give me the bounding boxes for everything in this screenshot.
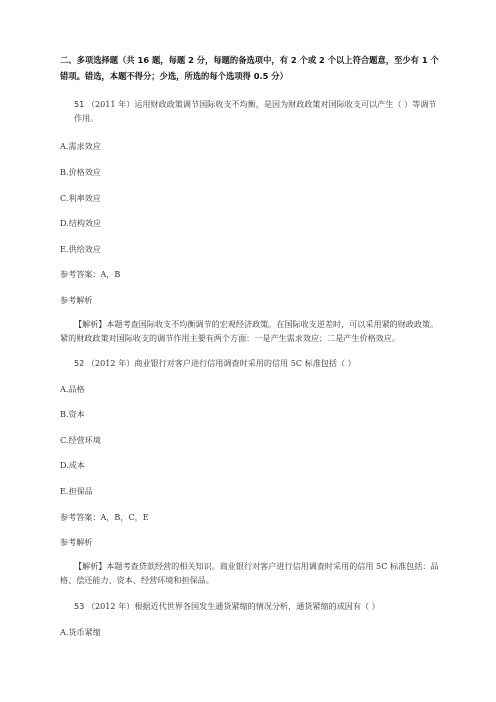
- question-text: （2011 年）运用财政政策调节国际收支不均衡，是因为财政政策对国际收支可以产生（ ）等调节作用。: [74, 99, 437, 123]
- option-a: A.需求效应: [60, 141, 101, 151]
- option-a: A.品格: [60, 384, 85, 394]
- option-b: B.价格效应: [60, 167, 101, 177]
- analysis-text: 【解析】本题考查国际收支不均衡调节的宏观经济政策。在国际收支逆差时，可以采用紧的财政政策。紧的财政政策对国际收支的调节作用主要有两个方面：一是产生需求效应；二是产生价格效应。: [60, 319, 439, 343]
- analysis-label: 参考解析: [60, 295, 93, 305]
- option-c: C.经营环境: [60, 435, 101, 445]
- analysis-text: 【解析】本题考查贷款经营的相关知识。商业银行对客户进行信用调查时采用的信用 5C 标准包括：品格、偿还能力、资本、经营环境和担保品。: [60, 561, 439, 585]
- option-d: D.成本: [60, 460, 85, 470]
- answer: 参考答案：A，B，C，E: [60, 512, 149, 522]
- question-51: [74, 98, 440, 125]
- question-number: 53: [74, 601, 85, 611]
- question-text: （2012 年）商业银行对客户进行信用调查时采用的信用 5C 标准包括（ ）: [86, 358, 356, 368]
- question-number: 51: [74, 99, 85, 109]
- question-number: 52: [74, 358, 85, 368]
- question-text: （2012 年）根据近代世界各国发生通货紧缩的情况分析，通货紧缩的成因有（ ）: [86, 601, 380, 611]
- section-heading: 二、多项选择题（共 16 题，每题 2 分，每题的备选项中，有 2 个或 2 个以上符合题意，至少有 1 个错项。错选，本题不得分；少选，所选的每个选项得 0.5 分）: [60, 55, 439, 81]
- question-53: [74, 600, 440, 614]
- question-52: [74, 357, 440, 371]
- option-e: E.担保品: [60, 486, 93, 496]
- option-c: C.利率效应: [60, 193, 101, 203]
- option-d: D.结构效应: [60, 218, 102, 228]
- option-b: B.资本: [60, 409, 85, 419]
- option-e: E.供给效应: [60, 244, 101, 254]
- answer: 参考答案：A，B: [60, 269, 121, 279]
- analysis-label: 参考解析: [60, 537, 93, 547]
- option-a: A.货币紧缩: [60, 627, 101, 637]
